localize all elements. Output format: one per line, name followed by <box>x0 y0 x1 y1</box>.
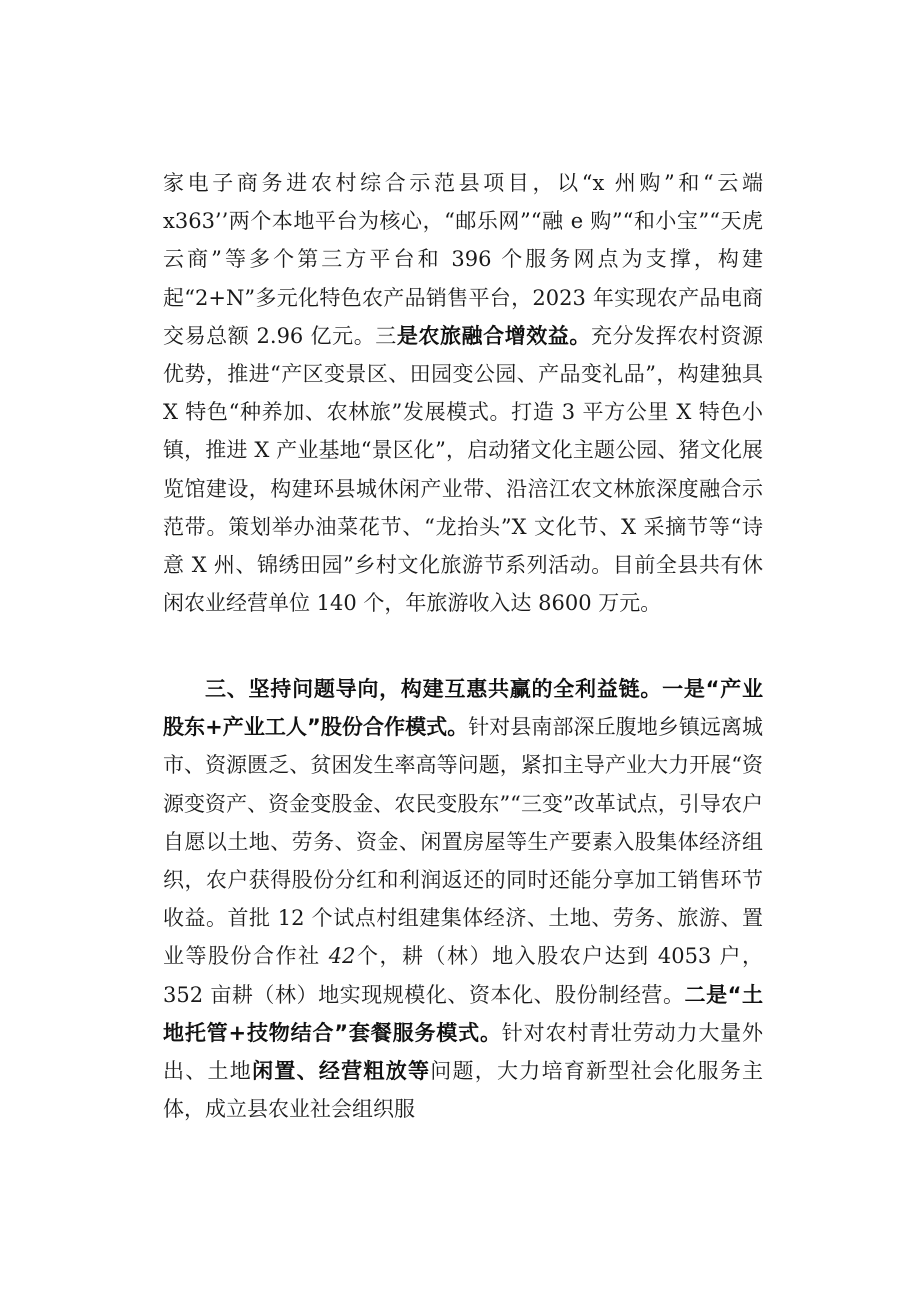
paragraph-benefit-chain <box>163 670 763 1128</box>
paragraph-text: 针对县南部深丘腹地乡镇远离城市、资源匮乏、贫困发生率高等问题，紧扣主导产业大力开展“资源变资产、资金变股金、农民变股东”“三变”改革试点，引导农户自愿以土地、劳务、资金、闲置房屋等生产要素入股集体经济组织，农户获得股份分红和利润返还的同时还能分享加工销售环节收益。首批 12 个试点村组建集体经济、土地、劳务、旅游、置业等股份合作社 <box>163 715 763 969</box>
paragraph-text: 针对农村青壮劳动力大量外出、土地 <box>163 1020 764 1084</box>
paragraph-ecommerce-agritourism <box>163 164 763 622</box>
paragraph-text: 问题，大力培育新型社会化服务主体，成立县农业社会组织服 <box>163 1059 764 1122</box>
paragraph-text: 充分发挥农村资源优势，推进“产区变景区、田园变公园、产品变礼品”，构建独具 X 特色“种养加、农林旅”发展模式。打造 3 平方公里 X 特色小镇，推进 X 产业基地“景区化”，启动猪文化主题公园、猪文化展览馆建设，构建环县城休闲产业带、沿涪江农文林旅深度融合示范带。策划举办油菜花节、“龙抬头”X 文化节、X 采摘节等“诗意 X 州、锦绣田园”乡村文化旅游节系列活动。目前全县共有休闲农业经营单位 140 个，年旅游收入达 8600 万元。 <box>163 323 764 616</box>
bold-heading-land-trust: 二是“土地托管+技物结合”套餐服务模式。 <box>163 982 763 1045</box>
italic-number: 42 <box>328 944 356 969</box>
bold-heading-agritourism: 是农旅融合增效益。 <box>396 323 591 348</box>
bold-heading-section-three: 三、坚持问题导向，构建互惠共赢的全利益链。一是“产业股东+产业工人”股份合作模式。 <box>163 677 763 740</box>
bold-phrase: 闲置、经营粗放等 <box>252 1059 431 1084</box>
paragraph-text: 家电子商务进农村综合示范县项目，以“x 州购”和“云端 x363’’两个本地平台为核心，“邮乐网”“融 e 购”“和小宝”“天虎云商”等多个第三方平台和 396 个服务网点为支撑，构建起“2+N”多元化特色农产品销售平台，2023 年实现农产品电商交易总额 2.96 亿元。三 <box>163 171 763 348</box>
paragraph-text: 个，耕（林）地入股农户达到 4053 户，352 亩耕（林）地实现规模化、资本化、股份制经营。 <box>163 944 763 1007</box>
